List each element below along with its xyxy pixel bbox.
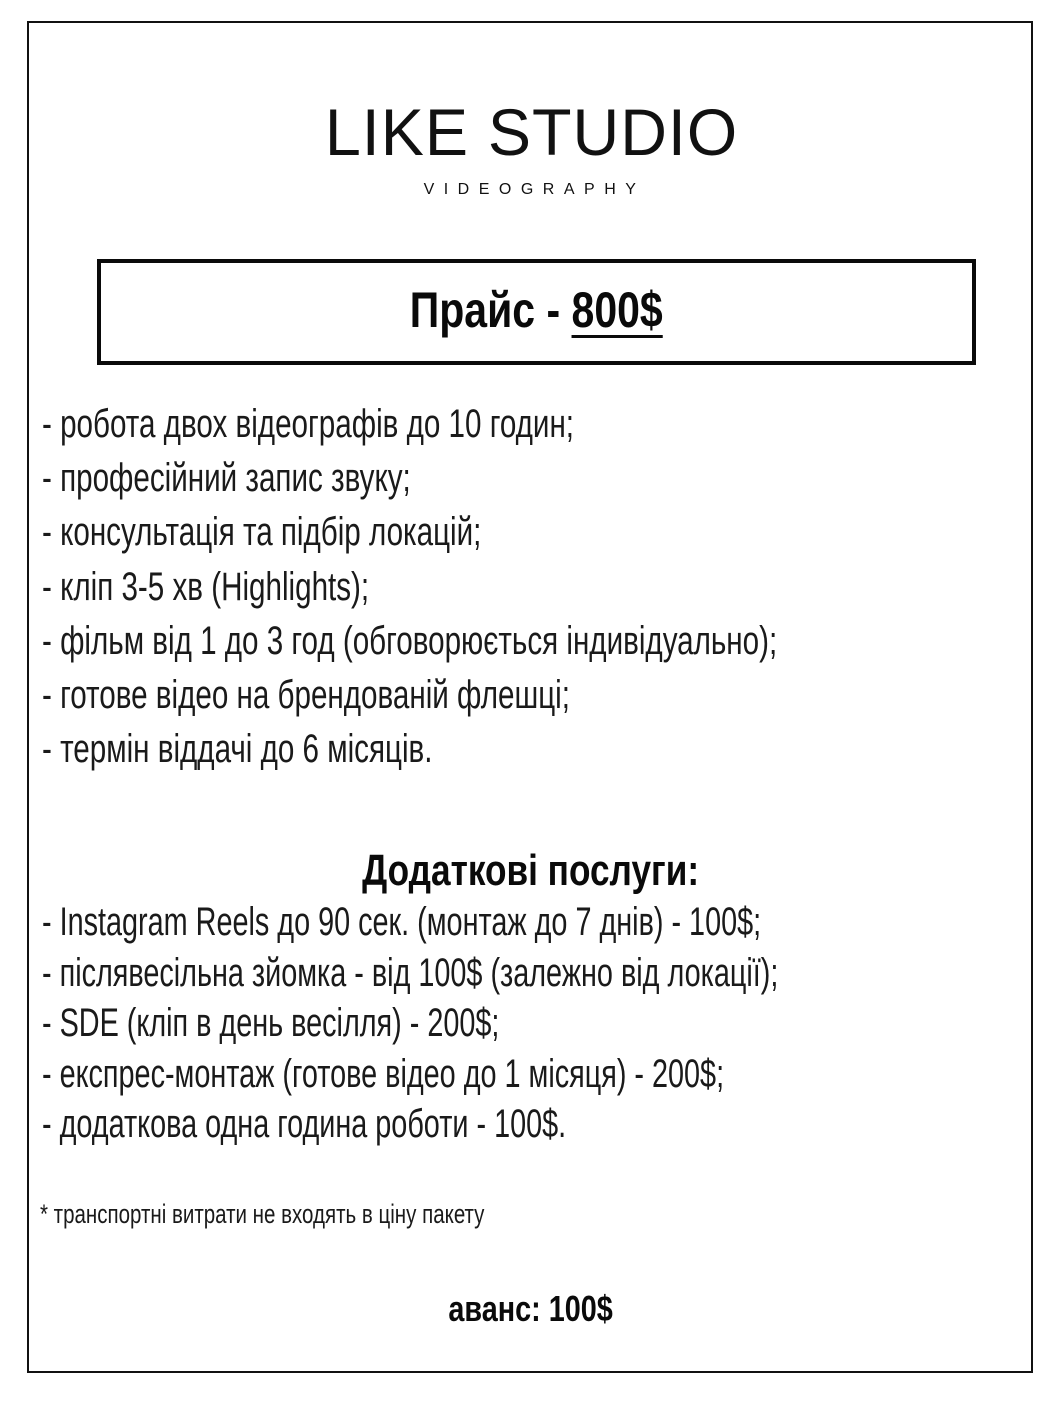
extras-item: - експрес-монтаж (готове відео до 1 місяця) - 200$; — [42, 1051, 725, 1096]
extras-list — [42, 897, 1063, 1150]
price-label: Прайс - — [410, 282, 572, 338]
advance-payment: аванс: 100$ — [448, 1288, 613, 1329]
price-value: 800$ — [571, 282, 663, 338]
price-box — [97, 259, 976, 365]
brand-subtitle: VIDEOGRAPHY — [423, 181, 646, 198]
extras-item: - SDE (кліп в день весілля) - 200$; — [42, 1001, 500, 1045]
package-item: - готове відео на брендованій флешці; — [42, 672, 570, 717]
extras-item: - Instagram Reels до 90 сек. (монтаж до 7 днів) - 100$; — [42, 900, 762, 944]
package-item: - кліп 3-5 хв (Highlights); — [42, 564, 370, 609]
extras-item: - додаткова одна година роботи - 100$. — [42, 1102, 567, 1146]
package-item: - професійний запис звуку; — [42, 456, 411, 501]
package-item: - фільм від 1 до 3 год (обговорюється індивідуально); — [42, 618, 778, 663]
package-item: - термін віддачі до 6 місяців. — [42, 727, 433, 772]
extras-heading: Додаткові послуги: — [362, 846, 700, 895]
price-heading — [410, 281, 663, 339]
footnote: * транспортні витрати не входять в ціну пакету — [40, 1199, 485, 1229]
brand-title: LIKE STUDIO — [324, 95, 739, 169]
extras-item: - післявесільна зйомка - від 100$ (залежно від локації); — [42, 950, 779, 995]
package-item: - консультація та підбір локацій; — [42, 510, 482, 555]
package-item: - робота двох відеографів до 10 годин; — [42, 402, 575, 446]
package-list — [42, 397, 1036, 776]
